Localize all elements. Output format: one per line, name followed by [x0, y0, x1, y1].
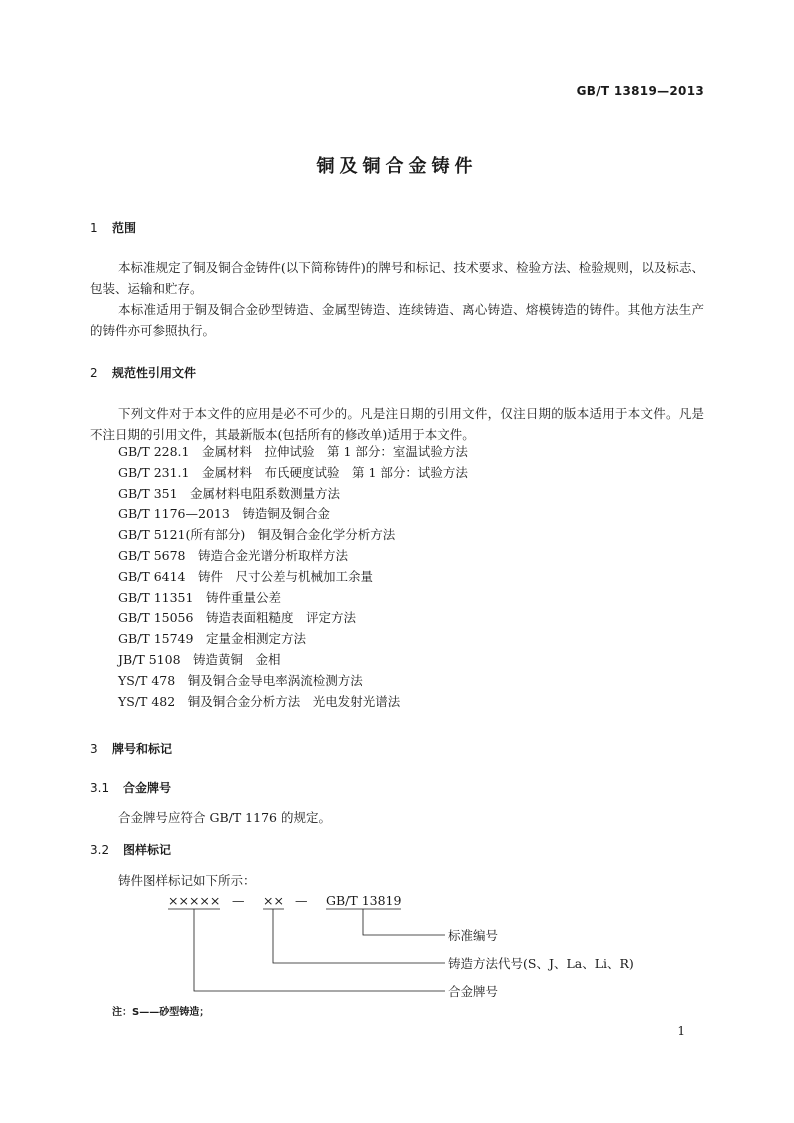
reference-item: GB/T 5678 铸造合金光谱分析取样方法	[118, 547, 349, 563]
reference-item: GB/T 228.1 金属材料 拉伸试验 第 1 部分：室温试验方法	[118, 444, 468, 459]
subsection-number: 3.1	[90, 781, 110, 795]
subsection-3-1-heading	[90, 779, 171, 796]
subsection-number: 3.2	[90, 843, 110, 857]
reference-item: YS/T 478 铜及铜合金导电率涡流检测方法	[118, 672, 363, 688]
reference-item: GB/T 15749 定量金相测定方法	[118, 631, 306, 647]
reference-item: JB/T 5108 铸造黄铜 金相	[118, 651, 281, 667]
section-1-paragraph-2: 本标准适用于铜及铜合金砂型铸造、金属型铸造、连续铸造、离心铸造、熔模铸造的铸件。其他方法生产的铸件亦可参照执行。	[90, 302, 704, 338]
subsection-3-2-heading	[90, 841, 171, 858]
page-number: 1	[677, 1024, 685, 1038]
section-number: 1	[90, 221, 98, 235]
document-title: 铜及铜合金铸件	[316, 156, 478, 177]
casting-method-placeholder: ××	[263, 893, 284, 908]
subsection-3-2-text: 铸件图样标记如下所示：	[118, 873, 256, 888]
section-title: 牌号和标记	[112, 742, 173, 756]
section-3-heading	[90, 740, 172, 757]
label-casting-method: 铸造方法代号(S、J、La、Li、R)	[448, 956, 634, 971]
section-title: 规范性引用文件	[112, 366, 197, 380]
note-text: 注：S——砂型铸造；	[112, 1007, 210, 1018]
marking-diagram	[160, 888, 634, 999]
section-2-intro: 下列文件对于本文件的应用是必不可少的。凡是注日期的引用文件，仅注日期的版本适用于本文件。凡是不注日期的引用文件，其最新版本(包括所有的修改单)适用于本文件。	[90, 406, 704, 442]
label-standard-number: 标准编号	[448, 928, 499, 943]
section-number: 3	[90, 742, 98, 756]
reference-item: GB/T 5121(所有部分) 铜及铜合金化学分析方法	[118, 527, 396, 543]
section-number: 2	[90, 366, 98, 380]
subsection-title: 图样标记	[123, 843, 172, 857]
section-1-paragraph-1: 本标准规定了铜及铜合金铸件(以下简称铸件)的牌号和标记、技术要求、检验方法、检验规则，以及标志、包装、运输和贮存。	[90, 260, 704, 296]
label-alloy-grade: 合金牌号	[448, 984, 499, 999]
leader-casting-method	[273, 909, 445, 963]
reference-item: GB/T 351 金属材料电阻系数测量方法	[118, 485, 341, 501]
separator-dash: —	[295, 893, 308, 908]
reference-item: GB/T 6414 铸件 尺寸公差与机械加工余量	[118, 568, 374, 584]
subsection-title: 合金牌号	[123, 781, 172, 795]
leader-standard-number	[363, 909, 445, 935]
reference-item: YS/T 482 铜及铜合金分析方法 光电发射光谱法	[118, 693, 401, 709]
section-title: 范围	[112, 221, 137, 235]
reference-item: GB/T 1176—2013 铸造铜及铜合金	[118, 506, 330, 522]
section-1-heading	[90, 219, 136, 236]
reference-list	[118, 442, 468, 712]
standard-code: GB/T 13819—2013	[576, 84, 704, 98]
separator-dash: —	[232, 893, 245, 908]
subsection-3-1-text: 合金牌号应符合 GB/T 1176 的规定。	[118, 810, 331, 825]
reference-item: GB/T 231.1 金属材料 布氏硬度试验 第 1 部分：试验方法	[118, 464, 468, 480]
alloy-grade-placeholder: ×××××	[168, 893, 221, 908]
leader-alloy-grade	[194, 909, 445, 991]
reference-item: GB/T 15056 铸造表面粗糙度 评定方法	[118, 610, 356, 626]
standard-number-text: GB/T 13819	[326, 893, 402, 908]
section-2-heading	[90, 364, 196, 381]
reference-item: GB/T 11351 铸件重量公差	[118, 589, 281, 605]
